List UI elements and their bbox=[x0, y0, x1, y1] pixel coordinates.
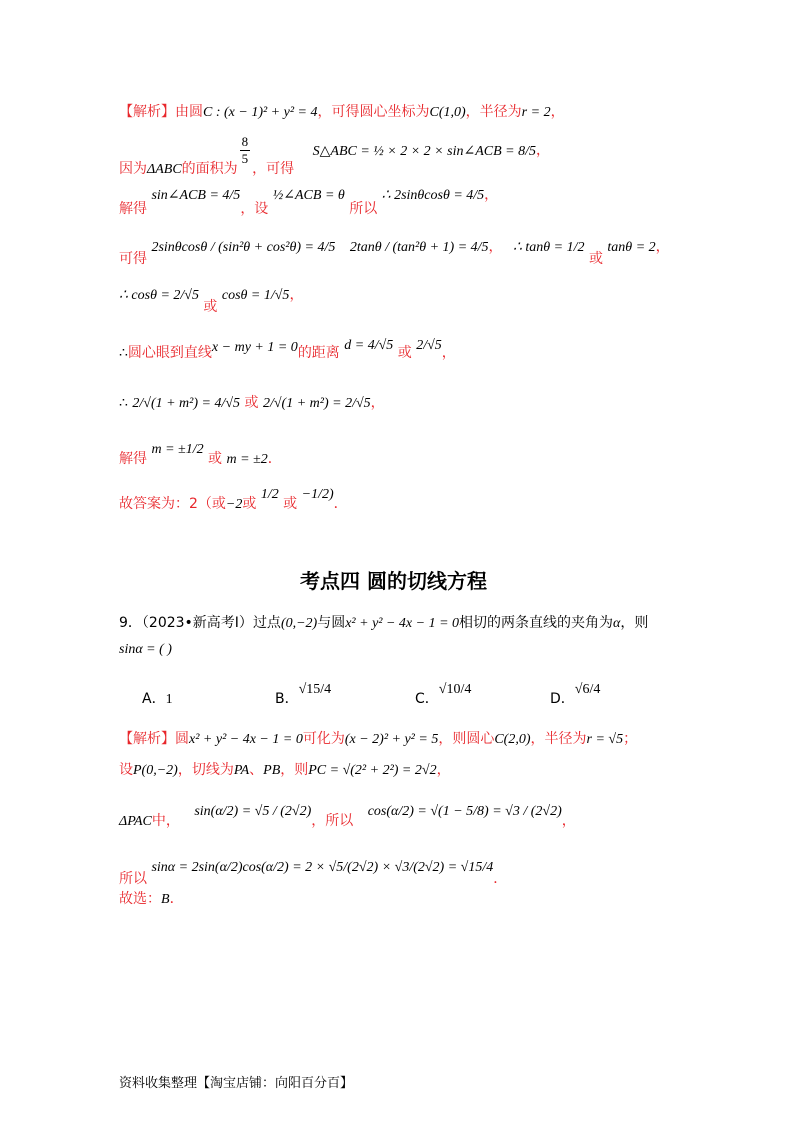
option-b[interactable] bbox=[275, 682, 332, 709]
text: ，切线为 bbox=[177, 762, 234, 778]
circle-equation: x² + y² − 4x − 1 = 0 bbox=[189, 732, 303, 747]
text: ． bbox=[267, 451, 282, 467]
option-c[interactable] bbox=[415, 682, 472, 709]
circle-equation: C : (x − 1)² + y² = 4 bbox=[203, 105, 318, 120]
answer-text: 故答案为：2（或 bbox=[119, 496, 226, 512]
text: ，半径为 bbox=[465, 104, 522, 120]
pc-length: PC = √(2² + 2²) = 2√2 bbox=[308, 763, 437, 778]
cos-eq-2: cosθ = 1/√5 bbox=[221, 288, 290, 303]
text: ， bbox=[484, 187, 499, 203]
analysis-label: 【解析】圆 bbox=[119, 731, 189, 747]
question-source: （2023•新高考Ⅰ） bbox=[141, 615, 253, 631]
option-value: √15/4 bbox=[298, 682, 332, 697]
text: ， bbox=[436, 762, 451, 778]
option-value: √10/4 bbox=[438, 682, 472, 697]
text: ， bbox=[488, 239, 503, 255]
m-eq-1: 2/√(1 + m²) = 4/√5 bbox=[132, 396, 241, 411]
cos-half-alpha: cos(α/2) = √(1 − 5/8) = √3 / (2√2) bbox=[367, 804, 562, 819]
therefore: ∴ bbox=[119, 396, 128, 411]
text: 所以 bbox=[119, 871, 147, 887]
text: 或 bbox=[242, 496, 257, 512]
theta-def: ½∠ACB = θ bbox=[272, 188, 345, 203]
text: 或 bbox=[283, 496, 298, 512]
text: ，设 bbox=[240, 201, 269, 217]
option-label: A． bbox=[142, 691, 166, 707]
answer-value: −2 bbox=[225, 497, 243, 512]
option-label: C． bbox=[415, 691, 439, 707]
solution1-line5 bbox=[119, 286, 304, 315]
text: ． bbox=[333, 496, 348, 512]
text: ， bbox=[535, 142, 550, 159]
answer-value: 1/2 bbox=[260, 487, 279, 502]
text: ， bbox=[550, 104, 565, 120]
text: 或 bbox=[244, 395, 259, 411]
radius: r = 2 bbox=[521, 105, 551, 120]
footer: 资料收集整理【淘宝店铺：向阳百分百】 bbox=[119, 1076, 354, 1091]
radius: r = √5 bbox=[586, 732, 624, 747]
analysis-label: 【解析】由圆 bbox=[119, 104, 203, 120]
text: ，则 bbox=[620, 615, 649, 631]
text: ， bbox=[561, 813, 576, 829]
option-d[interactable] bbox=[550, 682, 601, 709]
solution1-line7 bbox=[119, 394, 385, 413]
text: 或 bbox=[208, 451, 223, 467]
ratio-eq-2: 2tanθ / (tan²θ + 1) = 4/5 bbox=[349, 240, 489, 255]
alpha: α bbox=[613, 616, 621, 631]
text: 的面积为 bbox=[181, 160, 238, 177]
text: 中， bbox=[151, 813, 180, 829]
question-line2 bbox=[119, 640, 172, 659]
solution1-line2 bbox=[119, 134, 550, 177]
text: ，可得 bbox=[252, 160, 295, 177]
question-line1 bbox=[119, 614, 648, 633]
m-eq-2: 2/√(1 + m²) = 2/√5 bbox=[262, 396, 371, 411]
solution1-line4 bbox=[119, 238, 670, 267]
text: 与圆 bbox=[317, 615, 346, 631]
center-coord: C(1,0) bbox=[429, 105, 466, 120]
sin-alpha: sinα = ( ) bbox=[119, 642, 172, 657]
text: ，则圆心 bbox=[438, 731, 495, 747]
text: 解得 bbox=[119, 451, 147, 467]
option-label: D． bbox=[550, 691, 575, 707]
text: ，半径为 bbox=[530, 731, 587, 747]
answer-value: B bbox=[161, 892, 170, 907]
solution1-line1 bbox=[119, 103, 565, 122]
solution2-line2 bbox=[119, 761, 451, 780]
point: (0,−2) bbox=[280, 616, 318, 631]
point-p: P(0,−2) bbox=[133, 763, 178, 778]
text: 解得 bbox=[119, 201, 147, 217]
solution1-line6 bbox=[119, 338, 456, 363]
text: 或 bbox=[203, 299, 218, 315]
sin-half-alpha: sin(α/2) = √5 / (2√2) bbox=[194, 804, 312, 819]
section-title: 考点四 圆的切线方程 bbox=[300, 569, 487, 593]
option-label: B． bbox=[275, 691, 299, 707]
triangle-name: ΔPAC bbox=[119, 814, 152, 829]
text: ， bbox=[655, 239, 670, 255]
text: ． bbox=[493, 871, 508, 887]
solution2-line4 bbox=[119, 858, 508, 887]
m-solution-1: m = ±1/2 bbox=[151, 442, 204, 457]
distance-eq-1: d = 4/√5 bbox=[344, 338, 394, 353]
answer-value: −1/2) bbox=[301, 487, 334, 502]
double-angle-eq: ∴ 2sinθcosθ = 4/5 bbox=[381, 188, 485, 203]
text: 或 bbox=[397, 345, 412, 361]
solution1-line9 bbox=[119, 487, 348, 514]
solution1-line3 bbox=[119, 186, 499, 217]
solution2-line1 bbox=[119, 730, 637, 749]
text: ， bbox=[289, 287, 304, 303]
option-a[interactable] bbox=[142, 690, 173, 709]
triangle-name: ΔABC bbox=[147, 161, 182, 177]
text: ， bbox=[370, 395, 385, 411]
text: ． bbox=[169, 891, 184, 907]
sin-alpha-result: sinα = 2sin(α/2)cos(α/2) = 2 × √5/(2√2) × √3/(2√2) = √15/4 bbox=[151, 860, 494, 875]
question-number: 9． bbox=[119, 615, 142, 631]
text: 、 bbox=[249, 762, 264, 778]
text: 圆心眼到直线 bbox=[127, 345, 212, 361]
text: 因为 bbox=[119, 160, 147, 177]
circle-equation: x² + y² − 4x − 1 = 0 bbox=[345, 616, 460, 631]
ratio-eq-1: 2sinθcosθ / (sin²θ + cos²θ) = 4/5 bbox=[151, 240, 336, 255]
text: 所以 bbox=[349, 201, 378, 217]
option-value: 1 bbox=[165, 692, 173, 707]
line-equation: x − my + 1 = 0 bbox=[211, 340, 298, 355]
tan-eq-1: ∴ tanθ = 1/2 bbox=[513, 240, 585, 255]
text: 设 bbox=[119, 762, 133, 778]
sin-acb-eq: sin∠ACB = 4/5 bbox=[151, 188, 241, 203]
tan-eq-2: tanθ = 2 bbox=[607, 240, 656, 255]
standard-form: (x − 2)² + y² = 5 bbox=[344, 732, 439, 747]
solution2-line3 bbox=[119, 804, 576, 831]
solution2-line5 bbox=[119, 890, 184, 909]
text: 的距离 bbox=[297, 345, 340, 361]
area-fraction: $\frac{8}{5}$ bbox=[241, 134, 249, 166]
cos-eq-1: ∴ cosθ = 2/√5 bbox=[119, 288, 199, 303]
tangent-pb: PB bbox=[263, 763, 281, 778]
text: ，可得圆心坐标为 bbox=[317, 104, 430, 120]
text: 相切的两条直线的夹角为 bbox=[459, 615, 614, 631]
text: 或 bbox=[588, 251, 603, 267]
therefore: ∴ bbox=[119, 346, 128, 361]
solution1-line8 bbox=[119, 440, 282, 467]
text: 可得 bbox=[119, 251, 147, 267]
m-solution-2: m = ±2 bbox=[226, 452, 268, 467]
center-coord: C(2,0) bbox=[494, 732, 531, 747]
text: ，所以 bbox=[311, 813, 354, 829]
text: ； bbox=[623, 731, 638, 747]
tangent-pa: PA bbox=[233, 763, 250, 778]
text: ，则 bbox=[280, 762, 309, 778]
text: ， bbox=[441, 345, 456, 361]
area-equation: S△ABC = ½ × 2 × 2 × sin∠ACB = 8/5 bbox=[312, 143, 536, 159]
text: 过点 bbox=[252, 615, 281, 631]
distance-eq-2: 2/√5 bbox=[416, 338, 442, 353]
answer-text: 故选： bbox=[119, 891, 161, 907]
text: 可化为 bbox=[302, 731, 345, 747]
option-value: √6/4 bbox=[574, 682, 601, 697]
